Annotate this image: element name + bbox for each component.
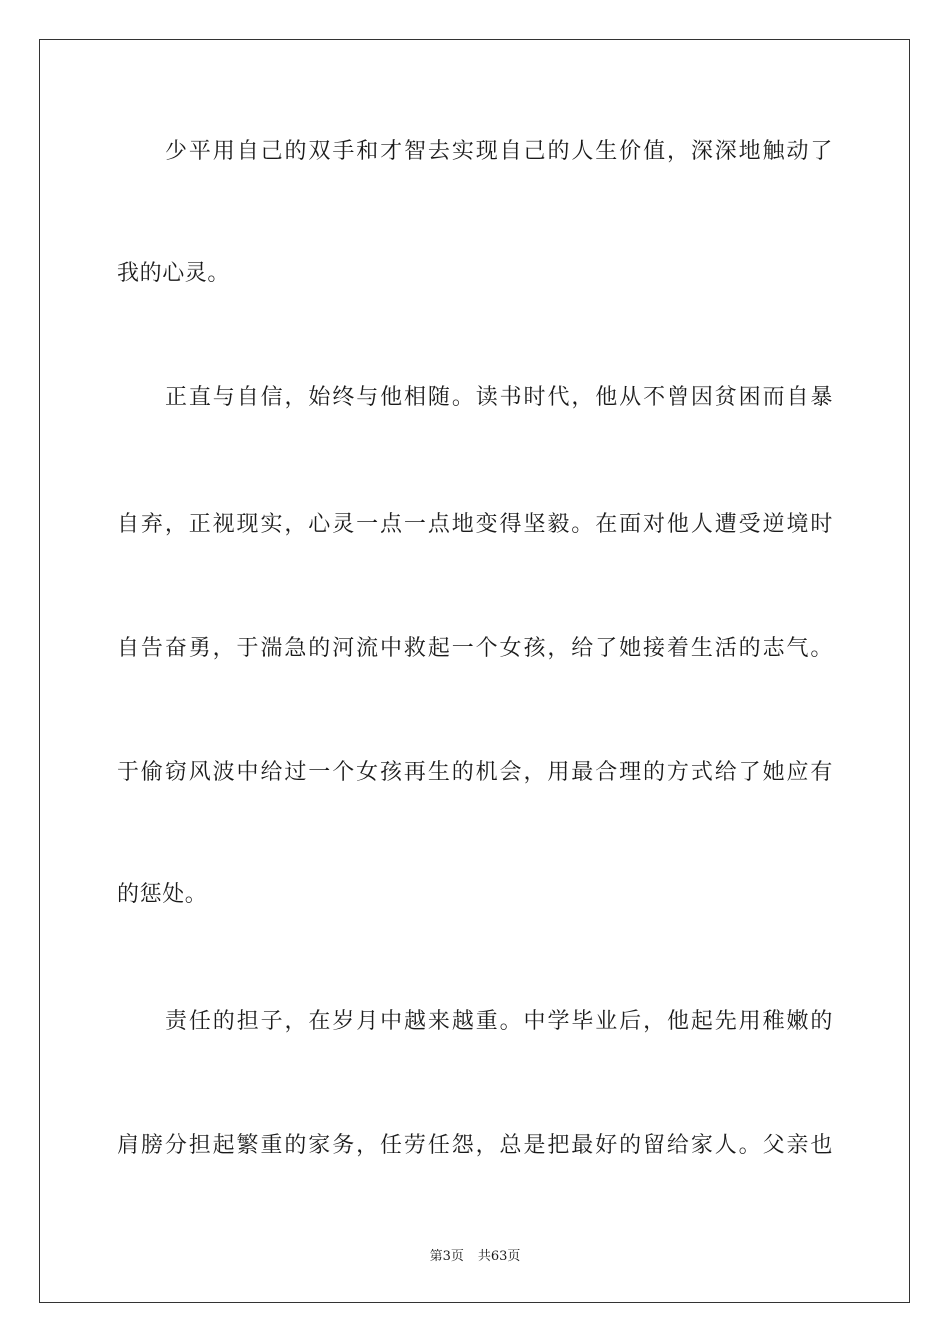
text-line-1: 少平用自己的双手和才智去实现自己的人生价值，深深地触动了: [165, 139, 833, 164]
text-line-7: 的惩处。: [117, 882, 208, 907]
text-line-5: 自告奋勇，于湍急的河流中救起一个女孩，给了她接着生活的志气。: [117, 636, 833, 661]
page-footer: [0, 1248, 950, 1266]
text-line-8: 责任的担子，在岁月中越来越重。中学毕业后，他起先用稚嫩的: [165, 1009, 833, 1034]
page-border: [39, 39, 910, 1303]
text-line-4: 自弃，正视现实，心灵一点一点地变得坚毅。在面对他人遭受逆境时: [117, 512, 833, 537]
text-line-9: 肩膀分担起繁重的家务，任劳任怨，总是把最好的留给家人。父亲也: [117, 1133, 833, 1158]
text-line-6: 于偷窃风波中给过一个女孩再生的机会，用最合理的方式给了她应有: [117, 760, 833, 785]
total-pages: 共63页: [477, 1249, 521, 1264]
page-number: 第3页: [429, 1249, 464, 1264]
text-line-2: 我的心灵。: [117, 261, 231, 286]
text-line-3: 正直与自信，始终与他相随。读书时代，他从不曾因贫困而自暴: [165, 385, 833, 410]
